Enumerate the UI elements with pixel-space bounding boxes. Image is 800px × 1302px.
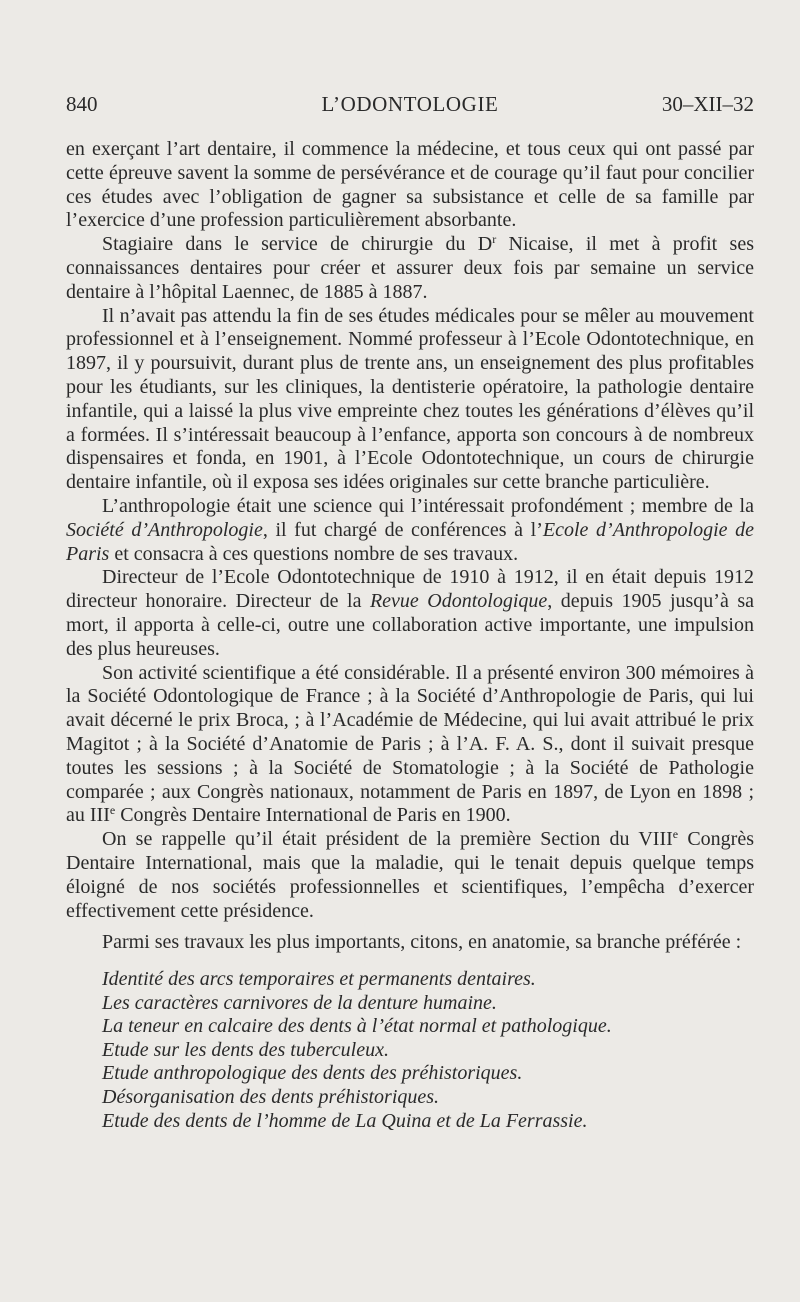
paragraph-8: Parmi ses travaux les plus importants, citons, en anatomie, sa branche préférée : [102, 931, 742, 954]
running-title: L’ODONTOLOGIE [321, 92, 499, 116]
paragraph-2-superscript: r [492, 232, 497, 247]
work-item: La teneur en calcaire des dents à l’état normal et pathologique. [102, 1015, 612, 1038]
paragraph-7 [66, 828, 754, 923]
society-name: Société d’Anthropologie [66, 518, 263, 541]
paragraph-6 [66, 662, 754, 829]
paragraph-4 [66, 495, 754, 566]
paragraph-4-text-a: L’anthropologie était une science qui l’intéressait profondément ; membre de la [102, 494, 754, 517]
paragraph-7-text-b: Congrès Dentaire International, mais que la maladie, qui le tenait depuis quelque temps éloigné de nos sociétés professionnelles et scientifiques, l’empêcha d’exercer effectivement cette présidence. [66, 828, 754, 922]
work-item: Désorganisation des dents préhistoriques. [102, 1086, 440, 1109]
paragraph-6-text-b: Congrès Dentaire International de Paris en 1900. [115, 804, 511, 827]
school-name: Ecole d’Anthropologie de Paris [66, 518, 754, 565]
paragraph-3: Il n’avait pas attendu la fin de ses études médicales pour se mêler au mouvement professionnel et à l’enseignement. Nommé professeur à l’Ecole Odontotechnique, en 1897, il y poursuivit, durant plus de trente ans, un enseignement des plus profitables pour les étudiants, sur les cliniques, la dentisterie opératoire, la pathologie dentaire infantile, qui a laissé la plus vive empreinte chez toutes les générations d’élèves qu’il a formées. Il s’intéressait beaucoup à l’enfance, apporta son concours à de nombreux dispensaires et fonda, en 1901, à l’Ecole Odontotechnique, un cours de chirurgie dentaire infantile, où il exposa ses idées originales sur cette branche particulière. [66, 304, 754, 494]
paragraph-7-superscript: e [672, 827, 679, 842]
paragraph-2-text-a: Stagiaire dans le service de chirurgie du D [102, 233, 493, 256]
page-number: 840 [66, 92, 98, 116]
work-item: Etude des dents de l’homme de La Quina et de La Ferrassie. [102, 1109, 588, 1132]
paragraph-5-text-b: , depuis 1905 jusqu’à sa mort, il apporta à celle-ci, outre une collaboration active importante, une impulsion des plus heureuses. [66, 590, 754, 660]
work-item: Identité des arcs temporaires et permanents dentaires. [102, 968, 536, 991]
paragraph-7-text-a: On se rappelle qu’il était président de la première Section du VIII [102, 828, 673, 851]
issue-date: 30–XII–32 [661, 92, 754, 116]
work-item: Etude sur les dents des tuberculeux. [102, 1038, 389, 1061]
paragraph-1: en exerçant l’art dentaire, il commence la médecine, et tous ceux qui ont passé par cette épreuve savent la somme de persévérance et de courage qu’il faut pour concilier ces études avec l’obligation de gagner sa subsistance et celle de sa famille par l’exercice d’une profession particulièrement absorbante. [66, 138, 754, 232]
paragraph-5-text-a: Directeur de l’Ecole Odontotechnique de 1910 à 1912, il en était depuis 1912 directeur honoraire. Directeur de la [66, 566, 754, 613]
works-list [102, 968, 754, 1133]
paragraph-6-superscript: e [109, 803, 116, 818]
journal-name: Revue Odontologique [369, 590, 548, 613]
work-item: Etude anthropologique des dents des préhistoriques. [102, 1062, 523, 1085]
paragraph-4-text-b: , il fut chargé de conférences à l’ [262, 518, 543, 541]
article-body [66, 138, 754, 1133]
paragraph-4-text-c: et consacra à ces questions nombre de ses travaux. [109, 542, 519, 565]
paragraph-6-text-a: Son activité scientifique a été considérable. Il a présenté environ 300 mémoires à la Société Odontologique de France ; à la Société d’Anthropologie de Paris, qui lui avait décerné le prix Broca, ; à l’Académie de Médecine, qui lui avait attribué le prix Magitot ; à la Société d’Anatomie de Paris ; à l’A. F. A. S., dont il suivait presque toutes les sessions ; à la Société de Stomatologie ; à la Société de Pathologie comparée ; aux Congrès nationaux, notamment de Paris en 1897, de Lyon en 1898 ; au III [66, 661, 754, 827]
work-item: Les caractères carnivores de la denture humaine. [102, 991, 497, 1014]
paragraph-2-text-b: Nicaise, il met à profit ses connaissances dentaires pour créer et assurer deux fois par semaine un service dentaire à l’hôpital Laennec, de 1885 à 1887. [66, 233, 754, 303]
paragraph-2 [66, 233, 754, 304]
page-header [66, 92, 754, 122]
paragraph-5 [66, 566, 754, 661]
